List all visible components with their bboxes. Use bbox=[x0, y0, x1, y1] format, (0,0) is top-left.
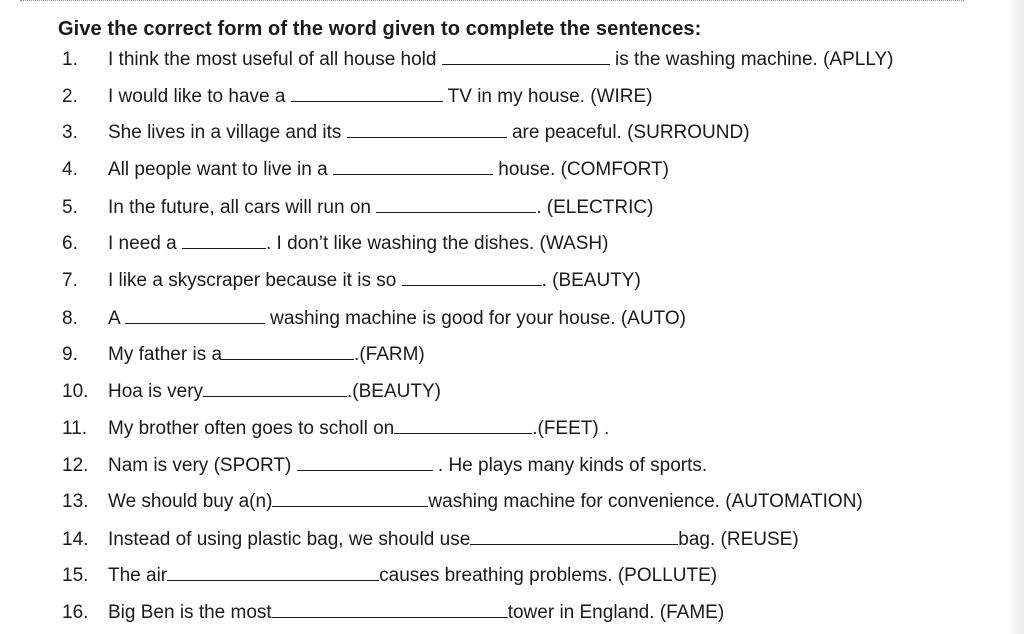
item-text-before: My brother often goes to scholl on bbox=[108, 418, 395, 439]
item-text-after: .(BEAUTY) bbox=[347, 381, 441, 402]
item-text-before: Nam is very (SPORT) bbox=[108, 455, 297, 476]
item-number: 9. bbox=[62, 344, 78, 365]
item-text-before: I need a bbox=[108, 233, 182, 254]
answer-blank[interactable] bbox=[272, 599, 508, 618]
item-text-after: .(FEET) . bbox=[532, 418, 610, 439]
item-number: 14. bbox=[62, 529, 89, 550]
item-text-before: We should buy a(n) bbox=[108, 491, 273, 512]
item-text-after: is the washing machine. (APLLY) bbox=[609, 49, 894, 70]
item-number: 12. bbox=[62, 455, 89, 476]
item-text-after: TV in my house. (WIRE) bbox=[442, 86, 653, 107]
item-text-before: My father is a bbox=[108, 344, 223, 365]
answer-blank[interactable] bbox=[333, 156, 493, 175]
item-text-after: washing machine is good for your house. (AUTO) bbox=[264, 308, 686, 329]
item-text-before: The air bbox=[108, 565, 168, 586]
answer-blank[interactable] bbox=[203, 378, 347, 397]
item-text-before: All people want to live in a bbox=[108, 159, 333, 180]
item-number: 15. bbox=[62, 565, 89, 586]
item-text-after: house. (COMFORT) bbox=[492, 159, 669, 180]
item-number: 11. bbox=[62, 418, 88, 439]
item-text-after: tower in England. (FAME) bbox=[507, 602, 725, 623]
item-text-before: In the future, all cars will run on bbox=[108, 197, 377, 218]
item-text-before: I would like to have a bbox=[108, 86, 291, 107]
item-text-before: She lives in a village and its bbox=[108, 122, 347, 143]
item-number: 2. bbox=[62, 86, 78, 107]
item-text-after: washing machine for convenience. (AUTOMATION) bbox=[428, 491, 863, 512]
item-text-after: causes breathing problems. (POLLUTE) bbox=[379, 565, 718, 586]
answer-blank[interactable] bbox=[125, 305, 265, 324]
answer-blank[interactable] bbox=[167, 562, 379, 581]
item-number: 4. bbox=[62, 159, 78, 180]
answer-blank[interactable] bbox=[272, 488, 428, 507]
item-text-after: are peaceful. (SURROUND) bbox=[506, 122, 750, 143]
answer-blank[interactable] bbox=[394, 415, 532, 434]
item-text-after: . I don’t like washing the dishes. (WASH) bbox=[265, 233, 609, 254]
answer-blank[interactable] bbox=[376, 194, 536, 213]
item-text-before: Hoa is very bbox=[108, 381, 204, 402]
top-dotted-rule bbox=[20, 0, 964, 4]
item-text-after: .(FARM) bbox=[354, 344, 425, 365]
answer-blank[interactable] bbox=[222, 341, 354, 360]
item-text-after: . (BEAUTY) bbox=[541, 270, 641, 291]
item-text-before: I like a skyscraper because it is so bbox=[108, 270, 402, 291]
item-number: 1. bbox=[62, 49, 78, 70]
item-text-after: bag. (REUSE) bbox=[678, 529, 799, 550]
exercise-title: Give the correct form of the word given to complete the sentences: bbox=[58, 18, 702, 40]
item-text-before: A bbox=[108, 308, 125, 329]
item-number: 3. bbox=[62, 122, 78, 143]
item-number: 10. bbox=[62, 381, 89, 402]
item-text-after: . (ELECTRIC) bbox=[536, 197, 654, 218]
item-text-before: Instead of using plastic bag, we should use bbox=[108, 529, 471, 550]
item-number: 6. bbox=[62, 233, 78, 254]
answer-blank[interactable] bbox=[470, 526, 678, 545]
answer-blank[interactable] bbox=[402, 267, 542, 286]
answer-blank[interactable] bbox=[347, 119, 507, 138]
item-text-before: I think the most useful of all house hold bbox=[108, 49, 442, 70]
item-text-before: Big Ben is the most bbox=[108, 602, 272, 623]
item-number: 5. bbox=[62, 197, 78, 218]
answer-blank[interactable] bbox=[182, 230, 266, 249]
item-number: 8. bbox=[62, 308, 78, 329]
item-number: 7. bbox=[62, 270, 78, 291]
answer-blank[interactable] bbox=[442, 46, 610, 65]
answer-blank[interactable] bbox=[291, 83, 443, 102]
item-number: 13. bbox=[62, 491, 89, 512]
item-text-after: . He plays many kinds of sports. bbox=[432, 455, 708, 476]
answer-blank[interactable] bbox=[297, 452, 433, 471]
page-edge-shadow bbox=[1006, 0, 1024, 634]
item-number: 16. bbox=[62, 602, 89, 623]
